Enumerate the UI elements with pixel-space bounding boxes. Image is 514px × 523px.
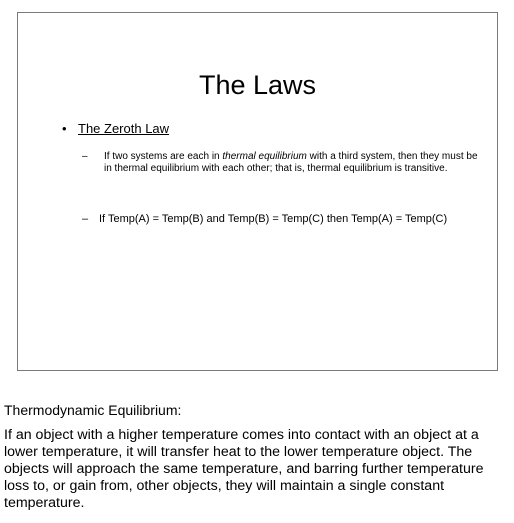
slide-frame xyxy=(17,12,498,371)
notes-heading: Thermodynamic Equilibrium: xyxy=(4,402,182,418)
bullet-item-zeroth-law xyxy=(62,121,169,137)
slide-title: The Laws xyxy=(198,70,317,100)
sub-item-text-before: If two systems are each in xyxy=(104,151,223,162)
sub-item-definition xyxy=(82,151,482,175)
bullet-icon: • xyxy=(62,121,67,136)
notes-body: If an object with a higher temperature comes into contact with an object at a lower temperature, it will transfer heat to the lower temperature object. The objects will approach the same temperature, and barring further temperature loss to, or gain from, other objects, they will maintain a single constant temperature. xyxy=(4,427,484,511)
bullet-label: The Zeroth Law xyxy=(78,121,170,136)
sub-item-equation xyxy=(82,213,482,226)
sub-item-text-italic: thermal equilibrium xyxy=(222,151,307,162)
dash-icon: – xyxy=(82,213,89,225)
sub-item-text: If Temp(A) = Temp(B) and Temp(B) = Temp(C) then Temp(A) = Temp(C) xyxy=(99,213,448,225)
sub-item-text xyxy=(104,151,482,175)
dash-icon: – xyxy=(82,151,88,162)
sub-item-text-after: with a third system, then they must be in thermal equilibrium with each other; that is, thermal equilibrium is transitive. xyxy=(104,151,478,174)
